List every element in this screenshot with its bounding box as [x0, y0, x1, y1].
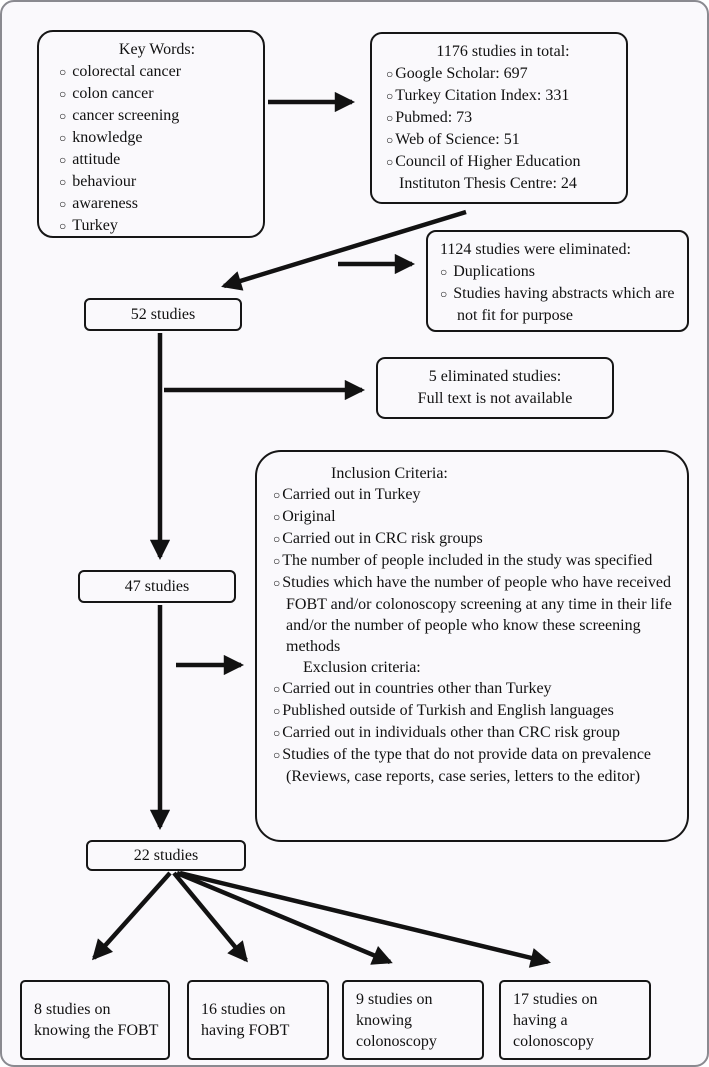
- keyword-item: ○ colon cancer: [59, 83, 255, 105]
- total-studies-title: 1176 studies in total:: [436, 43, 570, 60]
- outcome-box-knowing-colonoscopy: [342, 980, 484, 1060]
- eliminated-reason-item: ○ Studies having abstracts which are not fit for purpose: [440, 283, 679, 327]
- outcome-label: 17 studies on having a colonoscopy: [513, 990, 598, 1050]
- criteria-box: [255, 450, 689, 842]
- studies-47-label: 47 studies: [124, 577, 190, 595]
- inclusion-item: ○ Studies which have the number of people who have received FOBT and/or colonoscopy screening at any time in their life and/or the number of people who know these screening methods: [273, 572, 673, 657]
- eliminated-5-line1: 5 eliminated studies:: [428, 368, 562, 385]
- keyword-item: ○ knowledge: [59, 127, 255, 149]
- exclusion-item: ○ Studies of the type that do not provide data on prevalence (Reviews, case reports, case series, letters to the editor): [273, 744, 673, 787]
- keyword-item: ○ awareness: [59, 193, 255, 215]
- source-item: ○ Web of Science: 51: [386, 129, 620, 151]
- keyword-item: ○ cancer screening: [59, 105, 255, 127]
- outcome-box-having-fobt: [187, 980, 329, 1060]
- inclusion-item: ○ The number of people included in the study was specified: [273, 550, 673, 572]
- exclusion-item: ○ Carried out in countries other than Turkey: [273, 678, 673, 700]
- outcome-box-having-colonoscopy: [499, 980, 651, 1060]
- keywords-list: [59, 61, 255, 237]
- source-item: ○ Pubmed: 73: [386, 107, 620, 129]
- source-item: ○ Turkey Citation Index: 331: [386, 85, 620, 107]
- outcome-box-knowing-fobt: [20, 980, 170, 1060]
- keywords-title: Key Words:: [118, 41, 196, 58]
- inclusion-item: ○ Carried out in CRC risk groups: [273, 528, 673, 550]
- total-studies-list: [386, 63, 620, 195]
- eliminated-1124-box: [426, 230, 689, 332]
- eliminated-5-line2: Full text is not available: [417, 390, 573, 407]
- inclusion-item: ○ Original: [273, 506, 673, 528]
- source-item: ○ Google Scholar: 697: [386, 63, 620, 85]
- studies-47-box: [78, 570, 236, 603]
- keyword-item: ○ behaviour: [59, 171, 255, 193]
- keyword-item: ○ colorectal cancer: [59, 61, 255, 83]
- outcome-label: 8 studies on knowing the FOBT: [34, 1001, 159, 1039]
- eliminated-reason-item: ○ Duplications: [440, 261, 679, 283]
- arrow-22-to-outcome-1: [94, 873, 170, 958]
- exclusion-criteria-list: [273, 678, 673, 787]
- inclusion-criteria-list: [273, 484, 673, 657]
- eliminated-5-box: [376, 357, 614, 419]
- keywords-box: [37, 30, 265, 238]
- studies-52-box: [84, 298, 242, 331]
- keyword-item: ○ attitude: [59, 149, 255, 171]
- studies-22-box: [86, 840, 246, 871]
- eliminated-1124-list: [440, 261, 679, 327]
- keyword-item: ○ Turkey: [59, 215, 255, 237]
- inclusion-item: ○ Carried out in Turkey: [273, 484, 673, 506]
- outcome-label: 9 studies on knowing colonoscopy: [356, 990, 437, 1050]
- total-studies-box: [370, 32, 628, 204]
- inclusion-criteria-title: Inclusion Criteria:: [331, 465, 448, 482]
- exclusion-item: ○ Carried out in individuals other than CRC risk group: [273, 722, 673, 744]
- outcome-label: 16 studies on having FOBT: [201, 1001, 290, 1039]
- exclusion-item: ○ Published outside of Turkish and English languages: [273, 700, 673, 722]
- eliminated-1124-title: 1124 studies were eliminated:: [440, 241, 631, 258]
- exclusion-criteria-title: Exclusion criteria:: [303, 659, 421, 676]
- studies-22-label: 22 studies: [133, 846, 199, 864]
- studies-52-label: 52 studies: [130, 305, 196, 323]
- source-item: ○ Council of Higher Education Instituton Thesis Centre: 24: [386, 151, 620, 195]
